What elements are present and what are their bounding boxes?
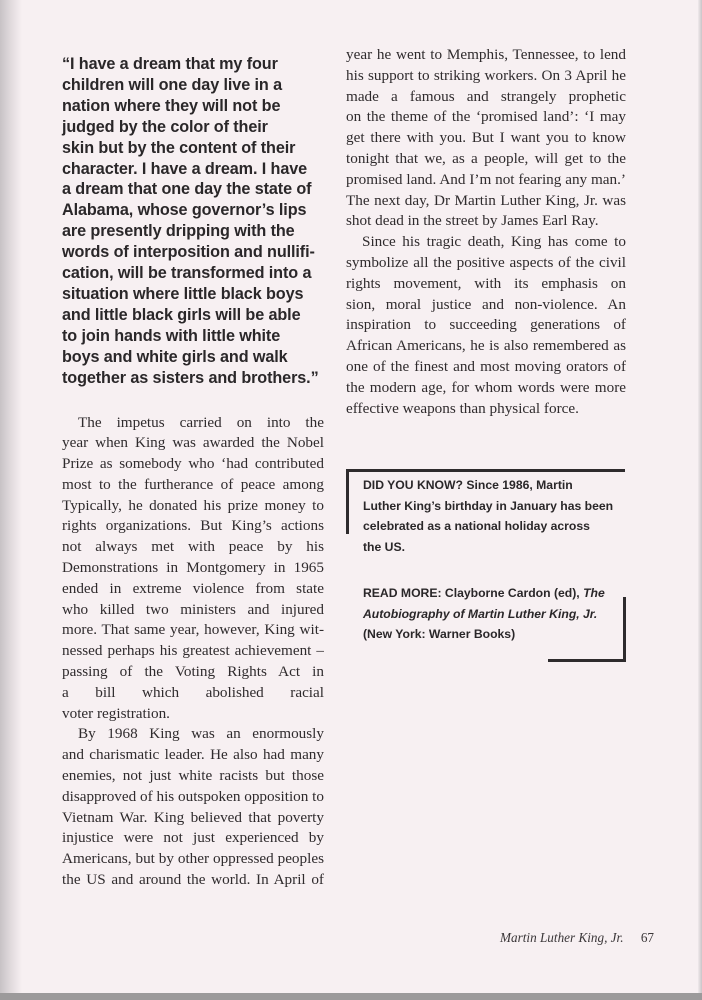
page-number: 67 [640, 930, 654, 945]
right-column [346, 45, 626, 419]
text-line: Vietnam War. King believed that poverty [62, 808, 324, 826]
pull-quote-line: are presently dripping with the [62, 222, 295, 241]
pull-quote-line: situation where little black boys [62, 284, 304, 303]
read-more-note [363, 583, 625, 645]
text-line: who killed two ministers and injured [62, 600, 324, 618]
text-line: Demonstrations in Montgomery in 1965 [62, 559, 324, 577]
text-line: African Americans, he is also remembered as [346, 337, 626, 355]
text-line: shot dead in the street by James Earl Ray. [346, 212, 599, 230]
text-line: ended in extreme violence from state [62, 579, 324, 597]
text-line: and charismatic leader. He also had many [62, 746, 324, 764]
text-line: nessed perhaps his greatest achievement – [62, 642, 324, 660]
text-line: the US and around the world. In April of [62, 871, 324, 889]
text-line: more. That same year, however, King wit- [62, 621, 324, 639]
pull-quote-line: character. I have a dream. I have [62, 159, 308, 178]
pull-quote-line: together as sisters and brothers.” [62, 368, 319, 387]
pull-quote [62, 54, 324, 389]
running-title: Martin Luther King, Jr. [500, 930, 624, 945]
gutter-shadow [0, 0, 22, 993]
text-line: voter registration. [62, 704, 170, 722]
pull-quote-line: Alabama, whose governor’s lips [62, 201, 307, 220]
text-line: Since his tragic death, King has come to [362, 233, 626, 251]
text-line: The impetus carried on into the [78, 413, 324, 431]
pull-quote-line: a dream that one day the state of [62, 180, 312, 199]
text-line: sion, moral justice and non-violence. An [346, 295, 626, 313]
text-line: disapproved of his outspoken opposition to [62, 787, 324, 805]
note-line: celebrated as a national holiday across [363, 519, 590, 533]
body-paragraph [346, 45, 626, 232]
text-line: enemies, not just white racists but those [62, 767, 324, 785]
body-paragraph [62, 724, 324, 890]
text-line: year when King was awarded the Nobel [62, 434, 324, 452]
book-title-start: The [583, 586, 605, 600]
note-line: (New York: Warner Books) [363, 627, 516, 641]
pull-quote-line: judged by the color of their [62, 117, 268, 136]
pull-quote-line: “I have a dream that my four [62, 55, 278, 73]
box-top-rule [346, 469, 625, 472]
body-paragraph [346, 232, 626, 419]
text-line: By 1968 King was an enormously [78, 725, 324, 743]
pull-quote-line: cation, will be transformed into a [62, 264, 312, 283]
note-line [363, 604, 625, 625]
text-line: a bill which abolished racial [62, 683, 324, 701]
text-line: symbolize all the positive aspects of the civil [346, 253, 626, 271]
text-line: tonight that we, as a people, will get to the [346, 149, 626, 167]
sidebar-box [346, 469, 626, 659]
scan-bottom-edge [0, 993, 702, 1000]
box-left-rule [346, 469, 349, 534]
text-line: Americans, but by other oppressed peoples [62, 850, 324, 868]
text-line: passing of the Voting Rights Act in [62, 663, 324, 681]
pull-quote-line: skin but by the content of their [62, 138, 296, 157]
text-line: Prize as somebody who ‘had contributed [62, 455, 324, 473]
text-line: year he went to Memphis, Tennessee, to lend [346, 46, 626, 63]
text-line: his support to striking workers. On 3 April he [346, 66, 626, 84]
text-line: the modern age, for whom words were more [346, 378, 626, 396]
text-line: one of the finest and most moving orators of [346, 357, 626, 375]
box-bottom-rule [548, 659, 626, 662]
text-line: injustice were not just experienced by [62, 829, 324, 847]
note-line: DID YOU KNOW? Since 1986, Martin [363, 478, 573, 492]
text-line: most to the furtherance of peace among [62, 475, 324, 493]
text-line: promised land. And I’m not fearing any man.’ [346, 170, 626, 188]
pull-quote-line: children will one day live in a [62, 75, 282, 94]
text-line: rights movement, with its emphasis on [346, 274, 626, 292]
page-footer [500, 930, 654, 946]
note-line [363, 583, 625, 604]
page-right-edge [698, 0, 702, 993]
read-more-prefix: READ MORE: Clayborne Cardon (ed), [363, 586, 584, 600]
pull-quote-line: nation where they will not be [62, 96, 281, 115]
body-paragraph [62, 413, 324, 725]
text-line: on the theme of the ‘promised land’: ‘I may [346, 108, 626, 126]
pull-quote-line: and little black girls will be able [62, 305, 301, 324]
text-line: Typically, he donated his prize money to [62, 496, 324, 514]
book-title-rest: Autobiography of Martin Luther King, Jr. [363, 606, 598, 621]
text-line: made a famous and strangely prophetic [346, 87, 626, 105]
text-line: rights organizations. But King’s actions [62, 517, 324, 535]
text-line: The next day, Dr Martin Luther King, Jr. was [346, 191, 626, 209]
note-line: the US. [363, 539, 405, 554]
pull-quote-line: boys and white girls and walk [62, 347, 288, 366]
text-line: not always met with peace by his [62, 538, 324, 556]
text-line: get there with you. But I want you to know [346, 129, 626, 147]
text-line: effective weapons than physical force. [346, 399, 579, 417]
left-column [62, 54, 324, 891]
pull-quote-line: to join hands with little white [62, 326, 281, 345]
pull-quote-line: words of interposition and nullifi- [62, 243, 315, 262]
text-line: inspiration to succeeding generations of [346, 316, 626, 334]
note-line: Luther King’s birthday in January has been [363, 498, 614, 513]
did-you-know-note [363, 475, 625, 557]
